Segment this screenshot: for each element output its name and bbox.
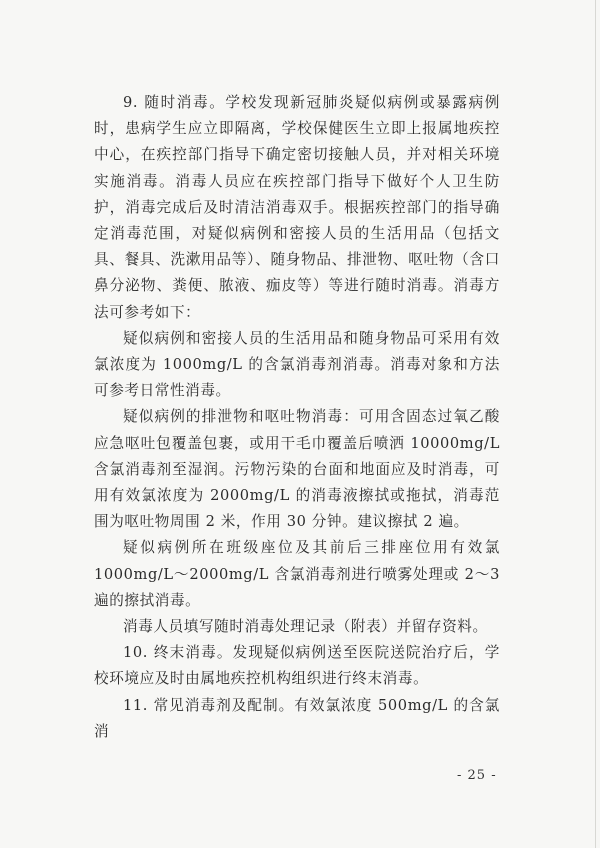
paragraph-class-seats: 疑似病例所在班级座位及其前后三排座位用有效氯 1000mg/L～2000mg/L 含氯消毒剂进行喷雾处理或 2～3 遍的擦拭消毒。 (94, 539, 500, 609)
paragraph-excreta-vomit: 疑似病例的排泄物和呕吐物消毒：可用含固态过氧乙酸应急呕吐包覆盖包裹，或用干毛巾覆盖后喷洒 10000mg/L 含氯消毒剂至湿润。污物污染的台面和地面应及时消毒，可用有效氯浓度为 2000mg/L 的消毒液擦拭或拖拭，消毒范围为呕吐物周围 2 米，作用 30 分钟。建议擦拭 2 遍。 (94, 408, 500, 531)
paragraph-daily-items: 疑似病例和密接人员的生活用品和随身物品可采用有效氯浓度为 1000mg/L 的含氯消毒剂消毒。消毒对象和方法可参考日常性消毒。 (94, 329, 500, 400)
paragraph-9-random-disinfection: 9. 随时消毒。学校发现新冠肺炎疑似病例或暴露病例时，患病学生应立即隔离，学校保健医生立即上报属地疾控中心，在疾控部门指导下确定密切接触人员，并对相关环境实施消毒。消毒人员应在疾控部门指导下做好个人卫生防护，消毒完成后及时清洁消毒双手。根据疾控部门的指导确定消毒范围，对疑似病例和密接人员的生活用品（包括文具、餐具、洗漱用品等）、随身物品、排泄物、呕吐物（含口鼻分泌物、粪便、脓液、痂皮等）等进行随时消毒。消毒方法可参考如下： (94, 94, 500, 321)
paragraph-10-terminal-disinfection: 10. 终末消毒。发现疑似病例送至医院送院治疗后，学校环境应及时由属地疾控机构组织进行终末消毒。 (94, 644, 500, 688)
scan-edge-divider (595, 0, 596, 848)
document-body (94, 90, 500, 745)
paragraph-record: 消毒人员填写随时消毒处理记录（附表）并留存资料。 (123, 618, 488, 636)
paragraph-11-disinfectants: 11. 常见消毒剂及配制。有效氯浓度 500mg/L 的含氯消 (94, 696, 500, 740)
page-number: - 25 - (457, 768, 497, 783)
